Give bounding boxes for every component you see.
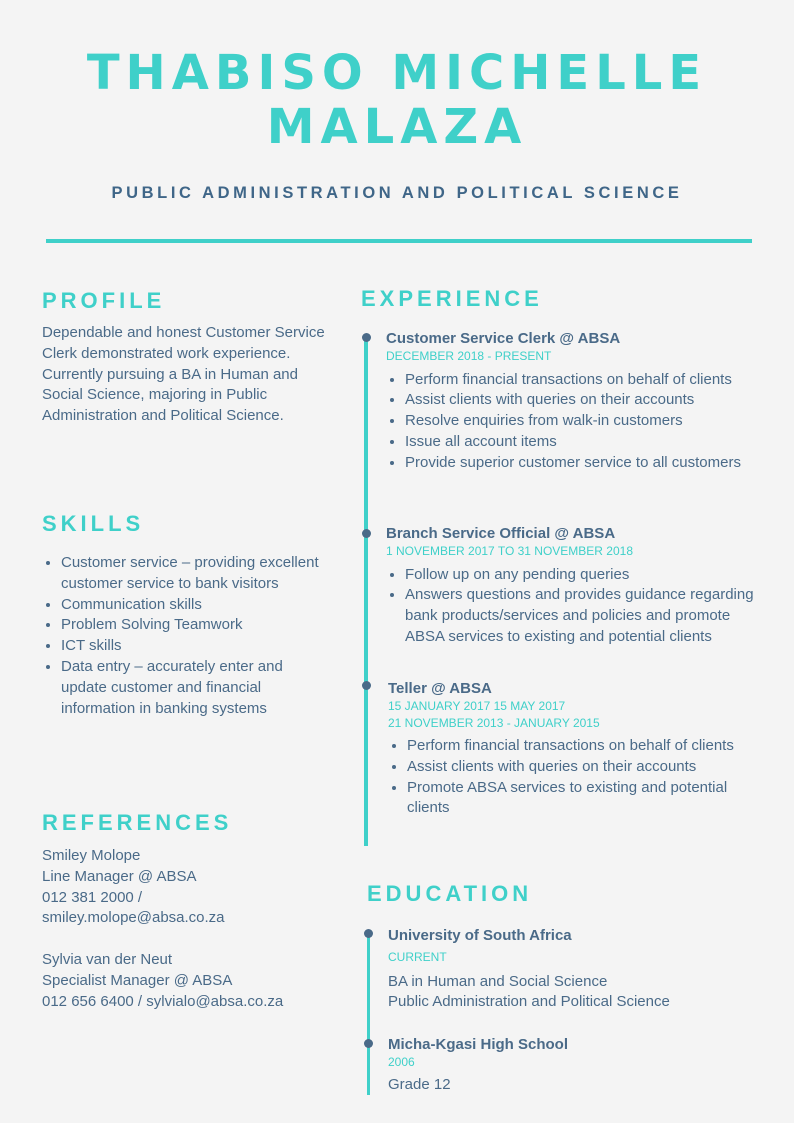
job-bullet: • Promote ABSA services to existing and potential clients [407, 778, 768, 820]
job-bullet: • Follow up on any pending queries [405, 565, 756, 586]
job-bullet: • Provide superior customer service to all customers [405, 453, 756, 474]
profile-text: Dependable and honest Customer Service Clerk demonstrated work experience. Currently pursuing a BA in Human and Social Science, majoring in Public Administration and Political Science. [42, 324, 325, 425]
skills-list [42, 553, 327, 719]
education-entry [388, 1036, 783, 1095]
timeline-dot [364, 929, 373, 938]
skill-item: • Data entry – accurately enter and update customer and financial information in banking systems [61, 657, 327, 719]
timeline-dot [362, 681, 371, 690]
reference-name: Sylvia van der Neut [42, 950, 173, 968]
candidate-subtitle: PUBLIC ADMINISTRATION AND POLITICAL SCIENCE [111, 184, 683, 202]
skill-item: • Communication skills [61, 595, 327, 616]
education-line: Grade 12 [388, 1075, 451, 1093]
timeline-dot [362, 529, 371, 538]
reference-role: Specialist Manager @ ABSA [42, 971, 233, 989]
job-date: 15 JANUARY 2017 15 MAY 2017 [388, 699, 566, 713]
job-bullet: • Resolve enquiries from walk-in customers [405, 411, 756, 432]
references-block [42, 846, 342, 1012]
job-title: Customer Service Clerk @ ABSA [386, 330, 621, 347]
experience-heading: EXPERIENCE [361, 286, 543, 311]
name-line-1: THABISO MICHELLE [86, 45, 708, 101]
education-date: 2006 [388, 1055, 415, 1069]
timeline-dot [362, 333, 371, 342]
job-bullet: • Assist clients with queries on their accounts [407, 757, 768, 778]
education-line: BA in Human and Social Science [388, 972, 608, 990]
header-divider [46, 239, 752, 243]
job-title: Teller @ ABSA [388, 680, 492, 697]
skill-item: • Customer service – providing excellent customer service to bank visitors [61, 553, 327, 595]
job-bullet: • Issue all account items [405, 432, 756, 453]
job-date: 1 NOVEMBER 2017 TO 31 NOVEMBER 2018 [386, 544, 634, 558]
references-heading: REFERENCES [42, 810, 233, 835]
reference-role: Line Manager @ ABSA [42, 867, 197, 885]
education-heading: EDUCATION [367, 881, 533, 906]
job-date: DECEMBER 2018 - PRESENT [386, 349, 552, 363]
experience-entry [386, 330, 781, 473]
skill-item: • Problem Solving Teamwork [61, 615, 327, 636]
reference-phone: 012 381 2000 / [42, 888, 143, 906]
education-timeline [367, 933, 370, 1095]
profile-heading: PROFILE [42, 288, 166, 313]
timeline-dot [364, 1039, 373, 1048]
skills-heading: SKILLS [42, 511, 145, 536]
job-date: 21 NOVEMBER 2013 - JANUARY 2015 [388, 715, 600, 730]
school-name: Micha-Kgasi High School [388, 1036, 569, 1053]
experience-entry [388, 680, 783, 819]
skill-item: • ICT skills [61, 636, 327, 657]
experience-timeline [364, 338, 368, 846]
job-bullet: • Answers questions and provides guidance regarding bank products/services and policies and promote ABSA services to existing and potential clients [405, 585, 756, 647]
job-bullet: • Assist clients with queries on their accounts [405, 390, 756, 411]
experience-entry [386, 525, 781, 648]
candidate-name [0, 46, 794, 154]
job-bullet: • Perform financial transactions on behalf of clients [407, 736, 768, 757]
name-line-2: MALAZA [266, 99, 528, 155]
education-line: Public Administration and Political Science [388, 993, 670, 1011]
school-name: University of South Africa [388, 927, 572, 944]
job-title: Branch Service Official @ ABSA [386, 525, 616, 542]
reference-name: Smiley Molope [42, 847, 141, 864]
job-bullet: • Perform financial transactions on behalf of clients [405, 370, 756, 391]
reference-email: smiley.molope@absa.co.za [42, 909, 225, 927]
reference-contact: 012 656 6400 / sylvialo@absa.co.za [42, 992, 284, 1010]
education-date: CURRENT [388, 950, 447, 964]
education-entry [388, 927, 783, 1013]
